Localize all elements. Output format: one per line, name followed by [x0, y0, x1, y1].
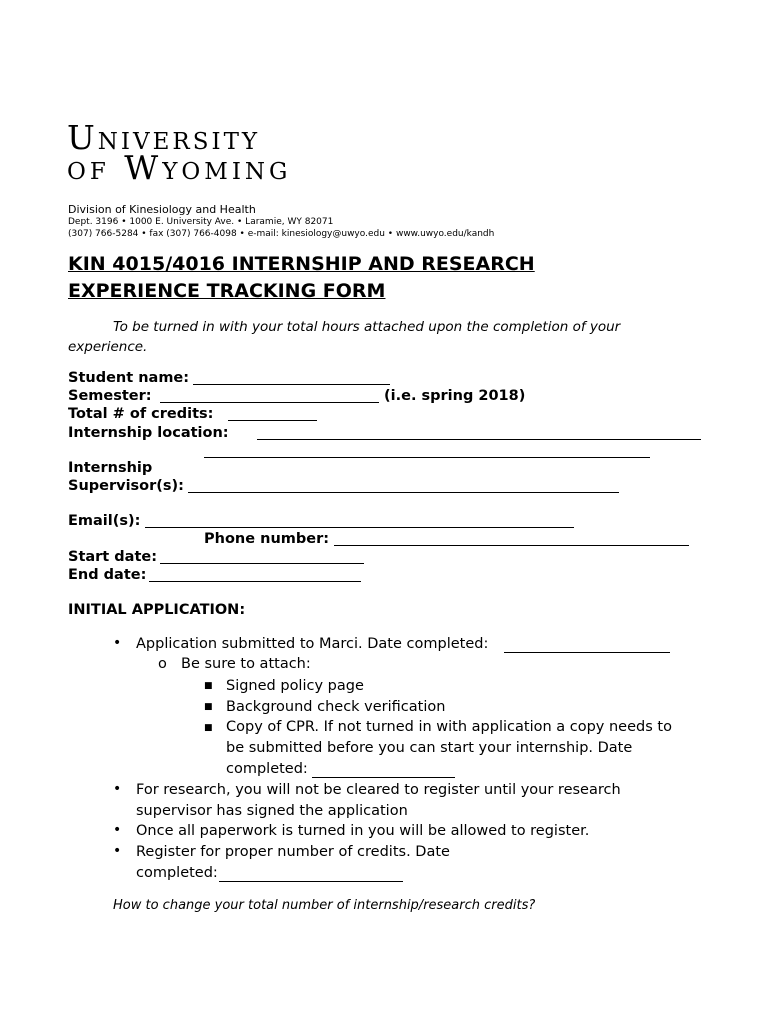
- student-name-label: Student name:: [68, 370, 190, 386]
- phone-label: Phone number:: [204, 531, 330, 547]
- student-name-field[interactable]: [193, 384, 390, 385]
- start-date-label: Start date:: [68, 549, 158, 565]
- emails-field[interactable]: [145, 527, 574, 528]
- end-date-label: End date:: [68, 567, 147, 583]
- semester-field[interactable]: [160, 402, 379, 403]
- supervisor-field[interactable]: [188, 492, 619, 493]
- footer-question: How to change your total number of internship/research credits?: [113, 898, 536, 913]
- cpr-date-field[interactable]: [312, 777, 455, 778]
- end-date-field[interactable]: [149, 581, 361, 582]
- item-research-2: supervisor has signed the application: [136, 803, 408, 819]
- bullet-icon: •: [113, 781, 122, 797]
- emails-label: Email(s):: [68, 513, 141, 529]
- square-bullet-icon: ■: [204, 702, 213, 712]
- total-credits-field[interactable]: [228, 420, 317, 421]
- submitted-date-field[interactable]: [504, 652, 670, 653]
- internship-location-field-2[interactable]: [204, 457, 650, 458]
- item-background: Background check verification: [226, 699, 446, 715]
- item-register-credits-2: completed:: [136, 865, 218, 881]
- internship-location-label: Internship location:: [68, 425, 229, 441]
- supervisor-label-2: Supervisor(s):: [68, 478, 184, 494]
- logo-line-1: University: [67, 118, 261, 157]
- university-logo: [67, 118, 292, 187]
- item-register-credits-1: Register for proper number of credits. Date: [136, 844, 450, 860]
- form-title: [68, 251, 535, 305]
- division-name: Division of Kinesiology and Health: [68, 203, 256, 216]
- instructions: To be turned in with your total hours attached upon the completion of your experience.: [68, 319, 621, 355]
- item-cpr-1: Copy of CPR. If not turned in with application a copy needs to: [226, 719, 672, 735]
- form-title-line-1: KIN 4015/4016 INTERNSHIP AND RESEARCH: [68, 253, 535, 275]
- bullet-icon: •: [113, 822, 122, 838]
- square-bullet-icon: ■: [204, 723, 213, 733]
- form-title-line-2: EXPERIENCE TRACKING FORM: [68, 280, 386, 302]
- total-credits-label: Total # of credits:: [68, 406, 214, 422]
- supervisor-label-1: Internship: [68, 460, 153, 476]
- item-cpr-3: completed:: [226, 761, 308, 777]
- item-register-allowed: Once all paperwork is turned in you will be allowed to register.: [136, 823, 590, 839]
- register-date-field[interactable]: [219, 881, 403, 882]
- start-date-field[interactable]: [160, 563, 364, 564]
- phone-field[interactable]: [334, 545, 689, 546]
- item-submitted: Application submitted to Marci. Date completed:: [136, 636, 489, 652]
- sub-bullet-icon: o: [158, 656, 167, 672]
- bullet-icon: •: [113, 635, 122, 651]
- semester-hint: (i.e. spring 2018): [384, 388, 526, 404]
- internship-location-field[interactable]: [257, 439, 701, 440]
- item-attach: Be sure to attach:: [181, 656, 311, 672]
- address-line-2: (307) 766-5284 • fax (307) 766-4098 • e-mail: kinesiology@uwyo.edu • www.uwyo.edu/kandh: [68, 229, 495, 239]
- square-bullet-icon: ■: [204, 681, 213, 691]
- item-cpr-2: be submitted before you can start your internship. Date: [226, 740, 633, 756]
- logo-line-2: of Wyoming: [67, 148, 292, 187]
- bullet-icon: •: [113, 843, 122, 859]
- item-policy: Signed policy page: [226, 678, 364, 694]
- item-research-1: For research, you will not be cleared to register until your research: [136, 782, 621, 798]
- semester-label: Semester:: [68, 388, 152, 404]
- address-line-1: Dept. 3196 • 1000 E. University Ave. • Laramie, WY 82071: [68, 217, 334, 227]
- initial-application-heading: INITIAL APPLICATION:: [68, 602, 246, 618]
